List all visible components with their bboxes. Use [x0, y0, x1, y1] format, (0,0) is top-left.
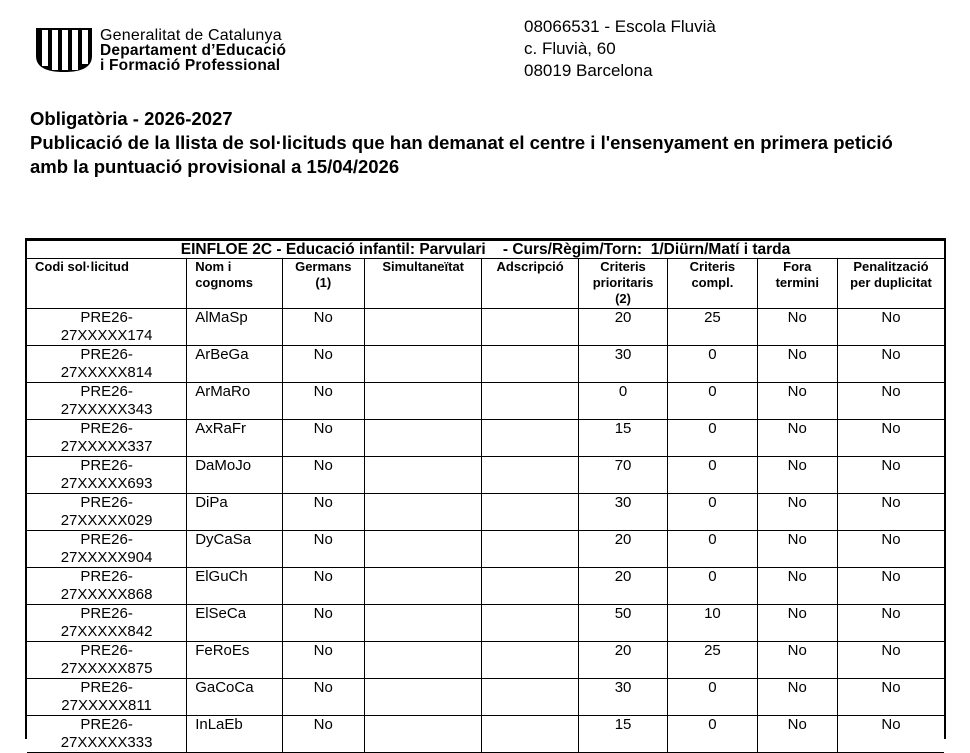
table-row	[27, 346, 944, 383]
cell-criteris-prioritaris: 30	[578, 346, 667, 383]
cell-nom: DaMoJo	[187, 457, 282, 494]
cell-penalitzacio: No	[837, 568, 944, 605]
cell-criteris-prioritaris: 0	[578, 383, 667, 420]
cell-nom: FeRoEs	[187, 642, 282, 679]
col-penalitzacio: Penalització per duplicitat	[837, 259, 944, 309]
cell-codi: PRE26- 27XXXXX174	[27, 309, 187, 346]
cell-codi: PRE26- 27XXXXX842	[27, 605, 187, 642]
table-row	[27, 605, 944, 642]
cell-penalitzacio: No	[837, 716, 944, 753]
cell-germans: No	[282, 383, 364, 420]
cell-codi: PRE26- 27XXXXX693	[27, 457, 187, 494]
cell-germans: No	[282, 420, 364, 457]
table-header-row	[27, 259, 944, 309]
cell-criteris-prioritaris: 20	[578, 309, 667, 346]
cell-adscripcio	[482, 457, 578, 494]
cell-criteris-prioritaris: 15	[578, 420, 667, 457]
cell-simultaneitat	[364, 494, 482, 531]
table-row	[27, 309, 944, 346]
cell-codi: PRE26- 27XXXXX875	[27, 642, 187, 679]
heading-line-2: Publicació de la llista de sol·licituds que han demanat el centre i l'ensenyament en primera petició amb la puntuació provisional a 15/04/2026	[30, 132, 893, 177]
cell-simultaneitat	[364, 457, 482, 494]
cell-penalitzacio: No	[837, 605, 944, 642]
table-row	[27, 642, 944, 679]
cell-nom: ArMaRo	[187, 383, 282, 420]
col-criteris-compl: Criteris compl.	[668, 259, 757, 309]
generalitat-logo	[34, 28, 94, 72]
cell-simultaneitat	[364, 531, 482, 568]
cell-codi: PRE26- 27XXXXX814	[27, 346, 187, 383]
cell-adscripcio	[482, 679, 578, 716]
cell-adscripcio	[482, 420, 578, 457]
col-fora-termini: Fora termini	[757, 259, 837, 309]
cell-germans: No	[282, 605, 364, 642]
cell-codi: PRE26- 27XXXXX337	[27, 420, 187, 457]
address-line-3: 08019 Barcelona	[524, 61, 653, 80]
cell-nom: AlMaSp	[187, 309, 282, 346]
cell-germans: No	[282, 494, 364, 531]
table-row	[27, 383, 944, 420]
cell-germans: No	[282, 568, 364, 605]
cell-codi: PRE26- 27XXXXX343	[27, 383, 187, 420]
cell-nom: GaCoCa	[187, 679, 282, 716]
address-line-1: 08066531 - Escola Fluvià	[524, 17, 716, 36]
cell-criteris-compl: 0	[668, 716, 757, 753]
cell-adscripcio	[482, 494, 578, 531]
cell-penalitzacio: No	[837, 494, 944, 531]
cell-criteris-compl: 25	[668, 642, 757, 679]
cell-penalitzacio: No	[837, 531, 944, 568]
cell-simultaneitat	[364, 383, 482, 420]
cell-nom: ElGuCh	[187, 568, 282, 605]
cell-adscripcio	[482, 531, 578, 568]
cell-criteris-compl: 0	[668, 531, 757, 568]
cell-fora-termini: No	[757, 420, 837, 457]
cell-criteris-prioritaris: 50	[578, 605, 667, 642]
cell-penalitzacio: No	[837, 457, 944, 494]
cell-adscripcio	[482, 568, 578, 605]
cell-simultaneitat	[364, 716, 482, 753]
cell-nom: ElSeCa	[187, 605, 282, 642]
table-row	[27, 494, 944, 531]
cell-adscripcio	[482, 642, 578, 679]
col-germans: Germans (1)	[282, 259, 364, 309]
cell-simultaneitat	[364, 605, 482, 642]
cell-fora-termini: No	[757, 309, 837, 346]
table-row	[27, 457, 944, 494]
cell-criteris-compl: 25	[668, 309, 757, 346]
heading-line-1: Obligatòria - 2026-2027	[30, 108, 233, 129]
table-row	[27, 568, 944, 605]
cell-penalitzacio: No	[837, 679, 944, 716]
cell-criteris-compl: 0	[668, 420, 757, 457]
col-nom: Nom i cognoms	[187, 259, 282, 309]
cell-penalitzacio: No	[837, 309, 944, 346]
cell-codi: PRE26- 27XXXXX333	[27, 716, 187, 753]
table-row	[27, 716, 944, 753]
cell-fora-termini: No	[757, 346, 837, 383]
table-row	[27, 679, 944, 716]
cell-criteris-compl: 0	[668, 679, 757, 716]
cell-adscripcio	[482, 383, 578, 420]
cell-criteris-compl: 0	[668, 346, 757, 383]
address-line-2: c. Fluvià, 60	[524, 39, 616, 58]
cell-codi: PRE26- 27XXXXX811	[27, 679, 187, 716]
cell-criteris-prioritaris: 20	[578, 531, 667, 568]
cell-criteris-compl: 0	[668, 457, 757, 494]
cell-nom: AxRaFr	[187, 420, 282, 457]
cell-adscripcio	[482, 716, 578, 753]
cell-germans: No	[282, 309, 364, 346]
cell-fora-termini: No	[757, 568, 837, 605]
col-adscripcio: Adscripció	[482, 259, 578, 309]
col-criteris-prioritaris: Criteris prioritaris (2)	[578, 259, 667, 309]
cell-penalitzacio: No	[837, 383, 944, 420]
cell-fora-termini: No	[757, 679, 837, 716]
cell-adscripcio	[482, 309, 578, 346]
cell-germans: No	[282, 457, 364, 494]
col-simultaneitat: Simultaneïtat	[364, 259, 482, 309]
cell-germans: No	[282, 716, 364, 753]
cell-germans: No	[282, 531, 364, 568]
cell-fora-termini: No	[757, 494, 837, 531]
cell-simultaneitat	[364, 420, 482, 457]
cell-criteris-prioritaris: 15	[578, 716, 667, 753]
cell-simultaneitat	[364, 568, 482, 605]
cell-fora-termini: No	[757, 531, 837, 568]
cell-fora-termini: No	[757, 716, 837, 753]
cell-penalitzacio: No	[837, 346, 944, 383]
cell-simultaneitat	[364, 642, 482, 679]
cell-nom: DiPa	[187, 494, 282, 531]
cell-germans: No	[282, 679, 364, 716]
cell-criteris-compl: 0	[668, 383, 757, 420]
cell-criteris-compl: 10	[668, 605, 757, 642]
cell-criteris-compl: 0	[668, 568, 757, 605]
applications-table	[25, 238, 946, 751]
cell-codi: PRE26- 27XXXXX029	[27, 494, 187, 531]
cell-penalitzacio: No	[837, 642, 944, 679]
table-row	[27, 420, 944, 457]
cell-criteris-compl: 0	[668, 494, 757, 531]
cell-codi: PRE26- 27XXXXX904	[27, 531, 187, 568]
cell-fora-termini: No	[757, 605, 837, 642]
cell-codi: PRE26- 27XXXXX868	[27, 568, 187, 605]
cell-adscripcio	[482, 605, 578, 642]
cell-simultaneitat	[364, 309, 482, 346]
col-codi: Codi sol·licitud	[27, 259, 187, 309]
cell-fora-termini: No	[757, 383, 837, 420]
cell-criteris-prioritaris: 20	[578, 568, 667, 605]
cell-nom: InLaEb	[187, 716, 282, 753]
cell-nom: DyCaSa	[187, 531, 282, 568]
cell-criteris-prioritaris: 20	[578, 642, 667, 679]
dept-line-3: i Formació Professional	[100, 57, 281, 74]
cell-criteris-prioritaris: 70	[578, 457, 667, 494]
dept-line-2: Departament d’Educació	[100, 42, 287, 59]
cell-criteris-prioritaris: 30	[578, 494, 667, 531]
cell-simultaneitat	[364, 679, 482, 716]
school-address	[524, 16, 716, 82]
cell-fora-termini: No	[757, 642, 837, 679]
cell-adscripcio	[482, 346, 578, 383]
cell-simultaneitat	[364, 346, 482, 383]
department-name	[100, 28, 286, 73]
cell-criteris-prioritaris: 30	[578, 679, 667, 716]
document-heading	[30, 107, 930, 179]
cell-nom: ArBeGa	[187, 346, 282, 383]
table-caption: EINFLOE 2C - Educació infantil: Parvulari - Curs/Règim/Torn: 1/Diürn/Matí i tarda	[27, 241, 944, 259]
table-row	[27, 531, 944, 568]
dept-line-1: Generalitat de Catalunya	[100, 27, 282, 44]
cell-fora-termini: No	[757, 457, 837, 494]
cell-germans: No	[282, 642, 364, 679]
cell-germans: No	[282, 346, 364, 383]
cell-penalitzacio: No	[837, 420, 944, 457]
